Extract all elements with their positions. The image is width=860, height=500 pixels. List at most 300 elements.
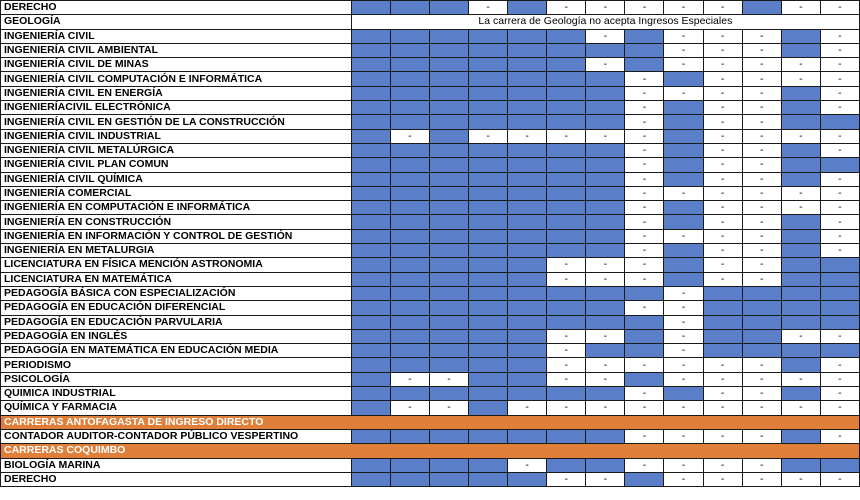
accepted-cell	[508, 244, 547, 258]
table-row	[1, 472, 860, 486]
accepted-cell	[469, 158, 508, 172]
accepted-cell	[781, 258, 820, 272]
accepted-cell	[547, 244, 586, 258]
program-name: INGENIERÍA CIVIL METALÚRGICA	[1, 143, 352, 157]
table-row	[1, 315, 860, 329]
not-accepted-cell: -	[703, 58, 742, 72]
accepted-cell	[390, 272, 429, 286]
not-accepted-cell: -	[781, 1, 820, 15]
accepted-cell	[429, 115, 468, 129]
not-accepted-cell: -	[742, 58, 781, 72]
accepted-cell	[429, 329, 468, 343]
not-accepted-cell: -	[625, 201, 664, 215]
accepted-cell	[625, 472, 664, 486]
not-accepted-cell: -	[781, 201, 820, 215]
not-accepted-cell: -	[820, 101, 859, 115]
accepted-cell	[781, 429, 820, 443]
accepted-cell	[703, 315, 742, 329]
program-name: GEOLOGÍA	[1, 15, 352, 29]
accepted-cell	[625, 29, 664, 43]
not-accepted-cell: -	[820, 58, 859, 72]
not-accepted-cell: -	[586, 29, 625, 43]
not-accepted-cell: -	[820, 244, 859, 258]
not-accepted-cell: -	[547, 372, 586, 386]
not-accepted-cell: -	[547, 472, 586, 486]
accepted-cell	[586, 72, 625, 86]
not-accepted-cell: -	[547, 258, 586, 272]
accepted-cell	[351, 115, 390, 129]
accepted-cell	[547, 29, 586, 43]
accepted-cell	[664, 101, 703, 115]
table-row	[1, 115, 860, 129]
accepted-cell	[664, 258, 703, 272]
program-name: QUIMICA INDUSTRIAL	[1, 387, 352, 401]
accepted-cell	[351, 344, 390, 358]
accepted-cell	[351, 201, 390, 215]
accepted-cell	[781, 172, 820, 186]
table-body	[1, 1, 860, 487]
accepted-cell	[351, 43, 390, 57]
not-accepted-cell: -	[820, 86, 859, 100]
not-accepted-cell: -	[703, 429, 742, 443]
accepted-cell	[429, 201, 468, 215]
program-name: CONTADOR AUDITOR-CONTADOR PÚBLICO VESPERTINO	[1, 429, 352, 443]
not-accepted-cell: -	[664, 86, 703, 100]
not-accepted-cell: -	[664, 372, 703, 386]
accepted-cell	[351, 387, 390, 401]
accepted-cell	[508, 29, 547, 43]
not-accepted-cell: -	[586, 272, 625, 286]
table-row	[1, 29, 860, 43]
accepted-cell	[781, 344, 820, 358]
accepted-cell	[625, 315, 664, 329]
not-accepted-cell: -	[664, 229, 703, 243]
table-row	[1, 429, 860, 443]
accepted-cell	[469, 272, 508, 286]
not-accepted-cell: -	[625, 1, 664, 15]
accepted-cell	[820, 286, 859, 300]
accepted-cell	[781, 143, 820, 157]
accepted-cell	[351, 458, 390, 472]
accepted-cell	[429, 43, 468, 57]
not-accepted-cell: -	[390, 372, 429, 386]
not-accepted-cell: -	[664, 58, 703, 72]
accepted-cell	[508, 329, 547, 343]
accepted-cell	[586, 186, 625, 200]
not-accepted-cell: -	[625, 86, 664, 100]
accepted-cell	[390, 43, 429, 57]
accepted-cell	[390, 429, 429, 443]
accepted-cell	[390, 1, 429, 15]
not-accepted-cell: -	[703, 458, 742, 472]
not-accepted-cell: -	[625, 401, 664, 415]
not-accepted-cell: -	[781, 372, 820, 386]
accepted-cell	[586, 458, 625, 472]
accepted-cell	[586, 201, 625, 215]
not-accepted-cell: -	[742, 101, 781, 115]
accepted-cell	[351, 272, 390, 286]
not-accepted-cell: -	[742, 458, 781, 472]
accepted-cell	[781, 286, 820, 300]
accepted-cell	[586, 115, 625, 129]
accepted-cell	[820, 272, 859, 286]
accepted-cell	[390, 115, 429, 129]
accepted-cell	[703, 286, 742, 300]
not-accepted-cell: -	[820, 201, 859, 215]
table-row	[1, 15, 860, 29]
not-accepted-cell: -	[742, 387, 781, 401]
accepted-cell	[508, 101, 547, 115]
accepted-cell	[664, 172, 703, 186]
accepted-cell	[429, 229, 468, 243]
accepted-cell	[664, 158, 703, 172]
not-accepted-cell: -	[664, 43, 703, 57]
accepted-cell	[390, 387, 429, 401]
not-accepted-cell: -	[820, 72, 859, 86]
accepted-cell	[508, 143, 547, 157]
program-name: INGENIERÍA COMERCIAL	[1, 186, 352, 200]
accepted-cell	[781, 387, 820, 401]
accepted-cell	[429, 101, 468, 115]
accepted-cell	[469, 201, 508, 215]
accepted-cell	[351, 186, 390, 200]
accepted-cell	[351, 301, 390, 315]
accepted-cell	[351, 143, 390, 157]
not-accepted-cell: -	[742, 244, 781, 258]
accepted-cell	[820, 315, 859, 329]
not-accepted-cell: -	[742, 272, 781, 286]
program-name: INGENIERÍA CIVIL COMPUTACIÓN E INFORMÁTICA	[1, 72, 352, 86]
accepted-cell	[351, 258, 390, 272]
not-accepted-cell: -	[625, 229, 664, 243]
not-accepted-cell: -	[820, 172, 859, 186]
not-accepted-cell: -	[820, 1, 859, 15]
not-accepted-cell: -	[781, 186, 820, 200]
accepted-cell	[586, 387, 625, 401]
accepted-cell	[508, 387, 547, 401]
accepted-cell	[547, 101, 586, 115]
not-accepted-cell: -	[586, 372, 625, 386]
program-name: INGENIERÍA CIVIL PLAN COMUN	[1, 158, 352, 172]
not-accepted-cell: -	[703, 272, 742, 286]
accepted-cell	[351, 286, 390, 300]
not-accepted-cell: -	[625, 301, 664, 315]
accepted-cell	[351, 358, 390, 372]
not-accepted-cell: -	[625, 244, 664, 258]
not-accepted-cell: -	[625, 143, 664, 157]
program-name: PEDAGOGÍA EN INGLÉS	[1, 329, 352, 343]
not-accepted-cell: -	[703, 101, 742, 115]
not-accepted-cell: -	[586, 58, 625, 72]
not-accepted-cell: -	[703, 1, 742, 15]
accepted-cell	[664, 215, 703, 229]
table-row	[1, 344, 860, 358]
accepted-cell	[586, 101, 625, 115]
not-accepted-cell: -	[429, 401, 468, 415]
not-accepted-cell: -	[703, 215, 742, 229]
accepted-cell	[781, 29, 820, 43]
not-accepted-cell: -	[547, 129, 586, 143]
accepted-cell	[508, 172, 547, 186]
accepted-cell	[469, 258, 508, 272]
accepted-cell	[390, 172, 429, 186]
accepted-cell	[586, 158, 625, 172]
accepted-cell	[429, 158, 468, 172]
table-row	[1, 358, 860, 372]
accepted-cell	[351, 315, 390, 329]
accepted-cell	[469, 172, 508, 186]
table-row	[1, 286, 860, 300]
accepted-cell	[429, 86, 468, 100]
accepted-cell	[429, 244, 468, 258]
accepted-cell	[547, 315, 586, 329]
accepted-cell	[586, 43, 625, 57]
table-row	[1, 172, 860, 186]
not-accepted-cell: -	[586, 472, 625, 486]
accepted-cell	[625, 344, 664, 358]
not-accepted-cell: -	[703, 401, 742, 415]
accepted-cell	[547, 229, 586, 243]
not-accepted-cell: -	[390, 401, 429, 415]
accepted-cell	[586, 315, 625, 329]
accepted-cell	[703, 344, 742, 358]
accepted-cell	[469, 229, 508, 243]
accepted-cell	[390, 86, 429, 100]
table-row	[1, 272, 860, 286]
not-accepted-cell: -	[703, 86, 742, 100]
not-accepted-cell: -	[703, 186, 742, 200]
not-accepted-cell: -	[742, 72, 781, 86]
not-accepted-cell: -	[508, 458, 547, 472]
accepted-cell	[664, 143, 703, 157]
accepted-cell	[508, 344, 547, 358]
accepted-cell	[429, 429, 468, 443]
not-accepted-cell: -	[586, 401, 625, 415]
table-row	[1, 43, 860, 57]
accepted-cell	[390, 472, 429, 486]
accepted-cell	[351, 244, 390, 258]
accepted-cell	[429, 472, 468, 486]
accepted-cell	[508, 186, 547, 200]
accepted-cell	[429, 29, 468, 43]
accepted-cell	[547, 387, 586, 401]
not-accepted-cell: -	[742, 229, 781, 243]
accepted-cell	[469, 301, 508, 315]
accepted-cell	[820, 115, 859, 129]
table-row	[1, 129, 860, 143]
accepted-cell	[508, 472, 547, 486]
not-accepted-cell: -	[781, 472, 820, 486]
accepted-cell	[781, 115, 820, 129]
accepted-cell	[351, 86, 390, 100]
accepted-cell	[547, 301, 586, 315]
not-accepted-cell: -	[703, 358, 742, 372]
not-accepted-cell: -	[742, 215, 781, 229]
accepted-cell	[508, 72, 547, 86]
accepted-cell	[390, 101, 429, 115]
table-row	[1, 401, 860, 415]
accepted-cell	[547, 86, 586, 100]
accepted-cell	[781, 215, 820, 229]
accepted-cell	[508, 215, 547, 229]
not-accepted-cell: -	[625, 101, 664, 115]
table-row	[1, 1, 860, 15]
not-accepted-cell: -	[742, 29, 781, 43]
accepted-cell	[508, 429, 547, 443]
not-accepted-cell: -	[664, 329, 703, 343]
accepted-cell	[429, 143, 468, 157]
accepted-cell	[351, 101, 390, 115]
not-accepted-cell: -	[664, 301, 703, 315]
accepted-cell	[547, 158, 586, 172]
not-accepted-cell: -	[742, 201, 781, 215]
accepted-cell	[586, 215, 625, 229]
accepted-cell	[547, 115, 586, 129]
not-accepted-cell: -	[586, 1, 625, 15]
accepted-cell	[351, 29, 390, 43]
accepted-cell	[664, 244, 703, 258]
accepted-cell	[429, 358, 468, 372]
table-row	[1, 72, 860, 86]
not-accepted-cell: -	[664, 186, 703, 200]
not-accepted-cell: -	[547, 401, 586, 415]
program-name: PEDAGOGÍA BÁSICA CON ESPECIALIZACIÓN	[1, 286, 352, 300]
accepted-cell	[429, 272, 468, 286]
not-accepted-cell: -	[625, 186, 664, 200]
program-name: INGENIERÍA EN METALURGIA	[1, 244, 352, 258]
accepted-cell	[469, 86, 508, 100]
accepted-cell	[469, 429, 508, 443]
not-accepted-cell: -	[625, 129, 664, 143]
accepted-cell	[469, 43, 508, 57]
accepted-cell	[429, 129, 468, 143]
accepted-cell	[742, 1, 781, 15]
not-accepted-cell: -	[664, 401, 703, 415]
program-name: INGENIERÍA CIVIL EN GESTIÓN DE LA CONSTRUCCIÓN	[1, 115, 352, 129]
accepted-cell	[469, 401, 508, 415]
not-accepted-cell: -	[742, 472, 781, 486]
program-name: PSICOLOGÍA	[1, 372, 352, 386]
accepted-cell	[469, 215, 508, 229]
not-accepted-cell: -	[586, 329, 625, 343]
not-accepted-cell: -	[625, 358, 664, 372]
not-accepted-cell: -	[820, 401, 859, 415]
accepted-cell	[508, 1, 547, 15]
program-name: INGENIERÍACIVIL ELECTRÓNICA	[1, 101, 352, 115]
accepted-cell	[547, 172, 586, 186]
accepted-cell	[390, 458, 429, 472]
accepted-cell	[664, 387, 703, 401]
program-name: INGENIERÍA EN CONSTRUCCIÓN	[1, 215, 352, 229]
not-accepted-cell: -	[742, 186, 781, 200]
accepted-cell	[508, 201, 547, 215]
not-accepted-cell: -	[625, 387, 664, 401]
program-name: LICENCIATURA EN MATEMÁTICA	[1, 272, 352, 286]
geologia-note: La carrera de Geología no acepta Ingresos Especiales	[351, 15, 859, 29]
accepted-cell	[586, 172, 625, 186]
not-accepted-cell: -	[586, 258, 625, 272]
not-accepted-cell: -	[703, 29, 742, 43]
accepted-cell	[390, 329, 429, 343]
not-accepted-cell: -	[703, 43, 742, 57]
accepted-cell	[469, 286, 508, 300]
not-accepted-cell: -	[664, 315, 703, 329]
not-accepted-cell: -	[664, 358, 703, 372]
section-header-row	[1, 444, 860, 458]
not-accepted-cell: -	[703, 229, 742, 243]
program-name: INGENIERÍA CIVIL EN ENERGÍA	[1, 86, 352, 100]
accepted-cell	[508, 115, 547, 129]
not-accepted-cell: -	[820, 329, 859, 343]
not-accepted-cell: -	[742, 43, 781, 57]
not-accepted-cell: -	[703, 372, 742, 386]
not-accepted-cell: -	[820, 229, 859, 243]
not-accepted-cell: -	[742, 429, 781, 443]
accepted-cell	[703, 301, 742, 315]
accepted-cell	[820, 301, 859, 315]
program-name: INGENIERÍA CIVIL DE MINAS	[1, 58, 352, 72]
not-accepted-cell: -	[625, 115, 664, 129]
program-name: INGENIERÍA CIVIL	[1, 29, 352, 43]
table-row	[1, 258, 860, 272]
accepted-cell	[547, 186, 586, 200]
accepted-cell	[586, 86, 625, 100]
not-accepted-cell: -	[742, 258, 781, 272]
accepted-cell	[429, 58, 468, 72]
accepted-cell	[469, 358, 508, 372]
not-accepted-cell: -	[469, 129, 508, 143]
accepted-cell	[508, 58, 547, 72]
not-accepted-cell: -	[742, 143, 781, 157]
accepted-cell	[469, 315, 508, 329]
accepted-cell	[469, 186, 508, 200]
not-accepted-cell: -	[547, 358, 586, 372]
accepted-cell	[508, 258, 547, 272]
accepted-cell	[508, 358, 547, 372]
not-accepted-cell: -	[742, 358, 781, 372]
accepted-cell	[508, 372, 547, 386]
program-name: INGENIERÍA CIVIL QUÍMICA	[1, 172, 352, 186]
accepted-cell	[429, 387, 468, 401]
accepted-cell	[664, 115, 703, 129]
accepted-cell	[586, 229, 625, 243]
not-accepted-cell: -	[781, 329, 820, 343]
program-name: INGENIERÍA CIVIL INDUSTRIAL	[1, 129, 352, 143]
accepted-cell	[508, 43, 547, 57]
accepted-cell	[469, 101, 508, 115]
accepted-cell	[820, 344, 859, 358]
program-name: BIOLOGÍA MARINA	[1, 458, 352, 472]
accepted-cell	[390, 301, 429, 315]
not-accepted-cell: -	[508, 401, 547, 415]
accepted-cell	[742, 301, 781, 315]
accepted-cell	[429, 315, 468, 329]
not-accepted-cell: -	[742, 401, 781, 415]
program-name: DERECHO	[1, 1, 352, 15]
not-accepted-cell: -	[664, 1, 703, 15]
accepted-cell	[429, 344, 468, 358]
not-accepted-cell: -	[429, 372, 468, 386]
not-accepted-cell: -	[547, 344, 586, 358]
section-title: CARRERAS COQUIMBO	[1, 444, 860, 458]
not-accepted-cell: -	[742, 172, 781, 186]
not-accepted-cell: -	[703, 129, 742, 143]
accepted-cell	[547, 43, 586, 57]
table-row	[1, 229, 860, 243]
table-row	[1, 86, 860, 100]
accepted-cell	[625, 372, 664, 386]
table-row	[1, 143, 860, 157]
